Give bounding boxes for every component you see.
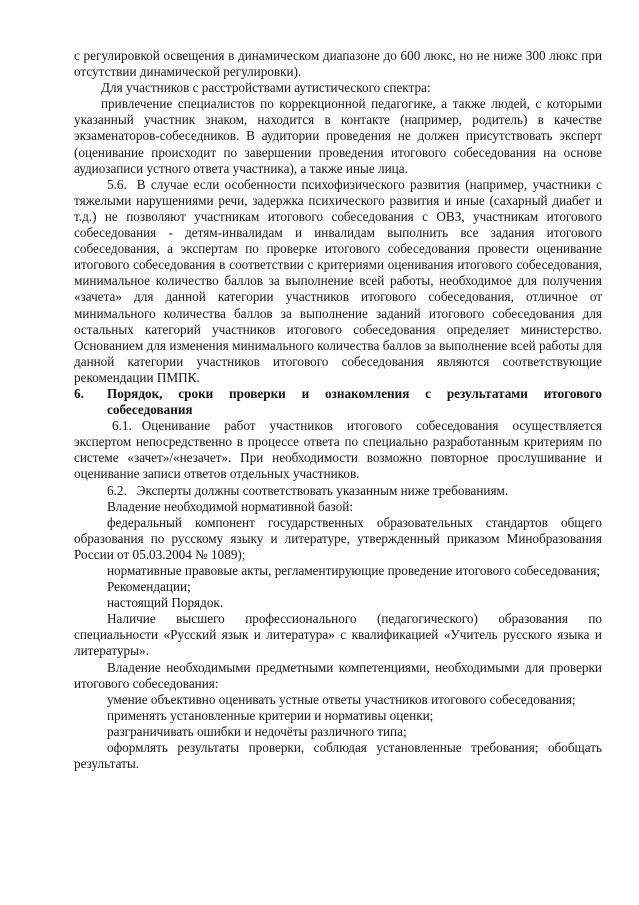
section-number: 6.1. [112, 418, 132, 434]
section-6-number: 6. [74, 385, 84, 401]
paragraph-skill-errors: разграничивать ошибки и недочёты различного типа; [107, 723, 407, 739]
paragraph-6-2 [74, 483, 602, 499]
section-6-title: Порядок, сроки проверки и ознакомления с результатами итогового собеседования [107, 385, 602, 418]
paragraph-skill-criteria: применять установленные критерии и нормативы оценки; [107, 707, 434, 723]
paragraph-normative-base: Владение необходимой нормативной базой: [107, 498, 354, 514]
paragraph-6-1 [74, 418, 602, 482]
paragraph-6-2-text: Эксперты должны соответствовать указанным ниже требованиям. [136, 482, 509, 498]
document-page [74, 48, 602, 772]
paragraph-competencies: Владение необходимыми предметными компетенциями, необходимыми для проверки итогового собеседования: [74, 659, 602, 691]
paragraph-this-order: настоящий Порядок. [107, 595, 224, 611]
paragraph-6-1-text: Оценивание работ участников итогового собеседования осуществляется экспертом непосредственно в процессе ответа по специально разработанным критериям по системе «зачет»/«незачет». При необходимости возможно повторное прослушивание и оценивание записи ответов отдельных участников. [74, 418, 602, 482]
paragraph-recommendations: Рекомендации; [107, 579, 191, 595]
paragraph-lighting-continuation: с регулировкой освещения в динамическом диапазоне до 600 люкс, но не ниже 300 люкс при отсутствии динамической регулировки). [74, 48, 602, 80]
paragraph-5-6-text: В случае если особенности психофизического развития (например, участники с тяжелыми нарушениями речи, задержка психического развития и иные (сахарный диабет и т.д.) не позволяют участникам итогового собеседования с ОВЗ, участникам итогового собеседования - детям-инвалидам и инвалидам выполнить все задания итогового собеседования, а экспертам по проверке итогового собеседования провести оценивание итогового собеседования в соответствии с критериями оценивания итогового собеседования, минимальное количество баллов за выполнение всей работы, необходимое для получения «зачета» для данной категории участников итогового собеседования, отличное от минимального количества баллов за выполнение заданий итогового собеседования для остальных категорий участников итогового собеседования определяет министерство. Основанием для изменения минимального количества баллов за выполнение всей работы для данной категории участников итогового собеседования являются соответствующие рекомендации ПМПК. [74, 176, 602, 385]
section-number: 5.6. [107, 176, 127, 192]
paragraph-5-6 [74, 177, 602, 386]
paragraph-higher-education: Наличие высшего профессионального (педагогического) образования по специальности «Русский язык и литература» с квалификацией «Учитель русского языка и литературы». [74, 611, 602, 659]
paragraph-skill-results: оформлять результаты проверки, соблюдая установленные требования; обобщать результаты. [74, 740, 602, 772]
paragraph-federal-standard: федеральный компонент государственных образовательных стандартов общего образования по русскому языку и литературе, утвержденный приказом Минобразования России от 05.03.2004 № 1089); [74, 514, 602, 562]
paragraph-skill-evaluate: умение объективно оценивать устные ответы участников итогового собеседования; [107, 691, 576, 707]
paragraph-legal-acts: нормативные правовые акты, регламентирующие проведение итогового собеседования; [107, 563, 601, 578]
paragraph-autism-measures: привлечение специалистов по коррекционной педагогике, а также людей, с которыми указанный участник знаком, находится в контакте (например, родитель) в качестве экзаменаторов-собеседников. В аудитории проведения не должен присутствовать эксперт (оценивание происходит по завершении проведения итогового собеседования на основе аудиозаписи устного ответа участника), а также иные лица. [74, 96, 602, 176]
section-6-heading [74, 386, 602, 418]
paragraph-autism-heading: Для участников с расстройствами аутистического спектра: [101, 80, 431, 96]
section-number: 6.2. [107, 482, 127, 498]
